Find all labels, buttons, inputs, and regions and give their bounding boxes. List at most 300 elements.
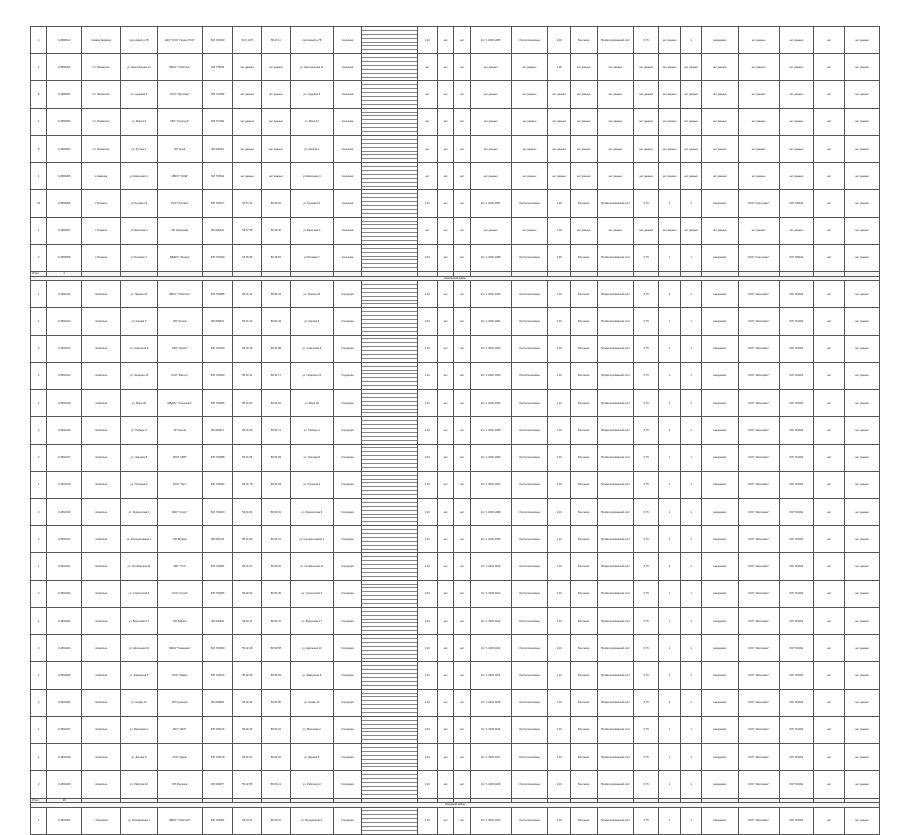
table-cell: 55.01 82 [233, 498, 262, 525]
table-cell: ул. Октябрьская 11 [120, 553, 157, 580]
table-cell: нет [814, 281, 845, 308]
table-cell: 86.49 01 [262, 190, 291, 217]
table-row [31, 444, 880, 471]
table-cell: 1 [681, 635, 701, 662]
table-row [31, 81, 880, 108]
table-cell: 0-4584614 [47, 27, 82, 54]
table-cell: нет данных [845, 771, 880, 798]
table-cell: нет данных [738, 163, 779, 190]
table-cell: нет [814, 135, 845, 162]
table-cell: нет [814, 771, 845, 798]
table-cell: Полиэтиленовые [511, 444, 548, 471]
table-cell: 1,10 [417, 553, 437, 580]
table-cell: 10 / 1 2020 1105 [470, 689, 511, 716]
table-cell: Сельская [333, 163, 362, 190]
table-row [31, 217, 880, 244]
table-cell: нет данных [597, 217, 634, 244]
table-cell: пер.Новый д.78 [290, 27, 333, 54]
table-cell: нет данных [470, 54, 511, 81]
table-cell: 0-4591011 [47, 281, 82, 308]
table-cell: Бетонное [570, 635, 597, 662]
table-cell: Полиэтиленовые [511, 27, 548, 54]
table-cell: 1 [658, 308, 681, 335]
table-row [31, 580, 880, 607]
table-cell: г.Никольск [82, 744, 121, 771]
table-cell: 1 [658, 281, 681, 308]
table-cell: ЮЛ 703330 [202, 244, 233, 271]
detail-subcell-stack [362, 281, 417, 308]
table-cell: г.Никольск [82, 553, 121, 580]
table-cell: ул. Весенняя 2 [120, 716, 157, 743]
summary-cell: Итого [31, 798, 47, 803]
table-cell: 1,10 [548, 471, 571, 498]
table-cell: 10 / 1 2020 1085 [470, 27, 511, 54]
table-cell: нет данных [570, 217, 597, 244]
table-cell: 0-4584007 [47, 217, 82, 244]
table-cell: нет данных [570, 108, 597, 135]
table-cell: МБОУ "СОШ №1" [157, 54, 202, 81]
table-cell: 1,10 [417, 716, 437, 743]
table-cell: 0,75 [634, 526, 659, 553]
detail-subcell-stack [362, 81, 417, 108]
table-cell: нет данных [548, 81, 571, 108]
table-cell: ФЛ 600744 [202, 526, 233, 553]
table-cell: ул. Рабочая 12 [290, 771, 333, 798]
table-cell: нет данных [845, 81, 880, 108]
table-cell: 1 [658, 362, 681, 389]
table-cell: 1 [658, 244, 681, 271]
detail-subcell-stack [362, 526, 417, 553]
table-row [31, 771, 880, 798]
table-cell: 2 [31, 771, 47, 798]
table-cell: нет данных [845, 471, 880, 498]
table-cell: нет данных [681, 135, 701, 162]
detail-subcell-stack [362, 471, 417, 498]
table-cell: 1,10 [417, 662, 437, 689]
table-cell: 1,10 [417, 444, 437, 471]
table-cell: 55.01 97 [233, 553, 262, 580]
table-cell: ФЛ 600902 [202, 689, 233, 716]
table-cell: 0-4591022 [47, 580, 82, 607]
table-cell: нет данных [845, 580, 880, 607]
table-row [31, 190, 880, 217]
table-cell: нет [417, 217, 437, 244]
table-cell: 4 [31, 244, 47, 271]
table-cell: нет [438, 217, 454, 244]
table-cell: Профилированный лист [597, 771, 634, 798]
table-cell: 10 / 1 2020 1107 [470, 744, 511, 771]
table-cell: 1 [658, 807, 681, 834]
table-cell: ул. Победы 4 [120, 417, 157, 444]
detail-subcell-stack [362, 635, 417, 662]
table-cell: 86.53 12 [262, 526, 291, 553]
table-cell: 0,75 [634, 417, 659, 444]
table-cell: 86.53 80 [262, 689, 291, 716]
table-cell: нет данных [470, 135, 511, 162]
table-cell: нет данных [845, 335, 880, 362]
table-cell: 10 / 1 2020 1087 [470, 190, 511, 217]
table-cell: 10 [31, 190, 47, 217]
table-cell: 86.48 87 [262, 244, 291, 271]
table-cell: 1,10 [417, 281, 437, 308]
table-cell: 0-4584003 [47, 108, 82, 135]
table-cell: 0-4584008 [47, 244, 82, 271]
table-cell: 0-4591019 [47, 498, 82, 525]
table-cell: нет [814, 444, 845, 471]
table-cell: ЮЛ 702888 [202, 281, 233, 308]
table-cell: Профилированный лист [597, 27, 634, 54]
table-cell: 1 [681, 335, 701, 362]
table-cell: МБДОУ "Ягодка" [157, 244, 202, 271]
table-cell: нет данных [738, 217, 779, 244]
detail-subcell-stack [362, 607, 417, 634]
table-cell: 4 [31, 27, 47, 54]
table-cell: ул. Заводская 5 [120, 662, 157, 689]
table-cell: 1 [658, 662, 681, 689]
table-cell: нет [814, 607, 845, 634]
table-cell: ООО "Завод" [157, 662, 202, 689]
table-cell: 1,30 [548, 27, 571, 54]
table-cell: 1,10 [548, 662, 571, 689]
table-cell: ООО "Экосервис" [738, 417, 779, 444]
table-cell: 1,10 [417, 308, 437, 335]
table-cell: ул. Строителей 3 [290, 580, 333, 607]
table-cell: ежедневно [701, 580, 738, 607]
table-cell: 1 [658, 390, 681, 417]
summary-cell: 29 [47, 798, 82, 803]
table-cell: Полиэтиленовые [511, 526, 548, 553]
table-cell: ежедневно [701, 362, 738, 389]
table-cell: нет [814, 498, 845, 525]
table-cell: ЮЛ 710001 [779, 771, 814, 798]
table-cell: ул. Дачная 8 [120, 744, 157, 771]
table-cell: 1 [31, 807, 47, 834]
detail-subcell-stack [362, 217, 417, 244]
table-cell: Профилированный лист [597, 308, 634, 335]
table-cell: 86.52 17 [262, 362, 291, 389]
table-cell: ООО "Дача" [157, 744, 202, 771]
table-cell: нет [438, 526, 454, 553]
table-cell: Городская [333, 471, 362, 498]
table-cell: 1,30 [548, 244, 571, 271]
table-cell: нет [814, 54, 845, 81]
table-cell: ООО "Экосервис" [738, 362, 779, 389]
table-cell: нет [454, 444, 470, 471]
table-cell: Городская [333, 689, 362, 716]
table-cell: нет [814, 417, 845, 444]
table-cell: нет данных [570, 81, 597, 108]
table-cell: нет данных [845, 744, 880, 771]
table-cell: 1,10 [417, 190, 437, 217]
table-cell: г.Никольск [82, 580, 121, 607]
table-cell: 0-4591018 [47, 471, 82, 498]
table-cell: 0,75 [634, 607, 659, 634]
table-cell: ИП Волков [157, 526, 202, 553]
table-cell: нет [814, 689, 845, 716]
table-cell: ФЛ 600811 [202, 607, 233, 634]
table-cell: 55.02 18 [233, 635, 262, 662]
table-cell: МКУ "Архив" [157, 335, 202, 362]
table-cell: нет [454, 163, 470, 190]
table-cell: Городская [333, 635, 362, 662]
detail-subcell-stack [362, 244, 417, 271]
table-cell: МБОУ "СОШ №2" [157, 281, 202, 308]
table-cell: ИП Кузнецов [157, 689, 202, 716]
table-cell: Полиэтиленовые [511, 498, 548, 525]
table-cell: ЮЛ 710001 [779, 526, 814, 553]
table-cell: нет [438, 390, 454, 417]
table-cell: 1,10 [548, 580, 571, 607]
table-cell: Городская [333, 744, 362, 771]
table-cell: нет [438, 135, 454, 162]
table-cell: Городская [333, 362, 362, 389]
table-cell: 10 / 1 2020 1103 [470, 635, 511, 662]
table-cell: 86.52 03 [262, 281, 291, 308]
table-cell: нет данных [233, 135, 262, 162]
table-cell: 1 [31, 662, 47, 689]
table-cell: Профилированный лист [597, 689, 634, 716]
table-cell: нет данных [511, 135, 548, 162]
table-cell: 0,75 [634, 807, 659, 834]
table-cell: МКУ "УГХ" [157, 553, 202, 580]
table-cell: ИП Смирнова [157, 217, 202, 244]
table-row [31, 108, 880, 135]
table-cell: 1 [681, 281, 701, 308]
table-cell: нет [814, 526, 845, 553]
table-cell: ИП Орлов [157, 417, 202, 444]
table-cell: ежедневно [701, 281, 738, 308]
detail-subcell-stack [362, 580, 417, 607]
table-cell: нет [454, 335, 470, 362]
table-cell: ул.Луговая 14 [120, 190, 157, 217]
table-cell: 86.53 69 [262, 662, 291, 689]
table-cell: Профилированный лист [597, 716, 634, 743]
table-cell: пер.Новый д.78 [120, 27, 157, 54]
detail-subcell-stack [362, 135, 417, 162]
table-cell: Профилированный лист [597, 471, 634, 498]
table-cell: 0-4591024 [47, 635, 82, 662]
table-cell: 0,75 [634, 190, 659, 217]
table-cell: 1,10 [417, 526, 437, 553]
table-cell: 10 / 1 2020 1093 [470, 362, 511, 389]
table-cell: 0,75 [634, 771, 659, 798]
table-row [31, 807, 880, 834]
table-cell: 55.01 90 [233, 526, 262, 553]
table-cell: нет данных [845, 217, 880, 244]
table-cell: 86.53 91 [262, 716, 291, 743]
table-cell: нет [814, 190, 845, 217]
table-cell: ул. Кооперативная 1 [290, 526, 333, 553]
table-cell: нет данных [570, 54, 597, 81]
table-cell: 0,75 [634, 27, 659, 54]
table-cell: ИП Петров [157, 308, 202, 335]
table-cell: 0-4584001 [47, 54, 82, 81]
table-cell: нет данных [845, 716, 880, 743]
table-cell: ежедневно [701, 526, 738, 553]
table-cell: 10 / 1 2020 1096 [470, 444, 511, 471]
table-cell: нет данных [845, 244, 880, 271]
table-cell: нет [438, 444, 454, 471]
table-cell: нет данных [845, 135, 880, 162]
detail-subcell-stack [362, 190, 417, 217]
table-cell: ул. Садовая 3 [290, 81, 333, 108]
table-cell: 1,10 [417, 244, 437, 271]
table-cell: 1 [681, 553, 701, 580]
table-cell: нет [438, 308, 454, 335]
table-cell: 1 [31, 163, 47, 190]
table-cell: Бетонное [570, 308, 597, 335]
table-cell: нет данных [634, 163, 659, 190]
table-cell: 10 / 1 2020 1099 [470, 526, 511, 553]
table-row [31, 390, 880, 417]
table-cell: Бетонное [570, 580, 597, 607]
table-cell: ул. Береговая 17 [290, 607, 333, 634]
table-cell: 55.02 33 [233, 689, 262, 716]
table-cell: ежедневно [701, 607, 738, 634]
table-cell: 86.53 26 [262, 553, 291, 580]
table-cell: ЮЛ 711091 [202, 108, 233, 135]
table-cell: 1,22 [417, 27, 437, 54]
table-cell: ЮЛ 710001 [779, 417, 814, 444]
table-cell: Бетонное [570, 335, 597, 362]
table-cell: ул. Советская 9 [290, 335, 333, 362]
table-cell: 0,75 [634, 362, 659, 389]
table-cell: ул. Пушкина 2 [120, 471, 157, 498]
table-cell: ул.Луговая 14 [290, 190, 333, 217]
table-cell: 0-4591023 [47, 607, 82, 634]
table-cell: 0,75 [634, 662, 659, 689]
table-cell: пгт Ленинское [82, 54, 121, 81]
table-cell: 86.52 84 [262, 444, 291, 471]
table-cell: нет данных [738, 135, 779, 162]
table-cell: ЮЛ 703139 [202, 744, 233, 771]
table-cell: нет [454, 553, 470, 580]
table-cell: ЮЛ 710001 [779, 498, 814, 525]
table-cell: ЮЛ 710001 [779, 580, 814, 607]
detail-subline [362, 831, 416, 834]
table-cell: нет [454, 607, 470, 634]
table-cell: нет [438, 417, 454, 444]
table-row [31, 281, 880, 308]
table-cell: нет данных [262, 163, 291, 190]
table-row [31, 335, 880, 362]
table-cell: с.Ягодное [82, 244, 121, 271]
table-cell: Полиэтиленовые [511, 244, 548, 271]
table-cell: МКУ "Культура" [157, 108, 202, 135]
table-cell: Городская [333, 308, 362, 335]
table-cell: ИП Морозов [157, 771, 202, 798]
table-cell: ЮЛ 710001 [779, 281, 814, 308]
table-cell: Профилированный лист [597, 744, 634, 771]
table-cell: 0-4591014 [47, 362, 82, 389]
table-cell: г.Никольск [82, 444, 121, 471]
table-cell: 1 [681, 662, 701, 689]
table-cell: г.Новая Деревня [82, 27, 121, 54]
table-cell: Бетонное [570, 744, 597, 771]
table-cell: ул. Победы 4 [290, 417, 333, 444]
table-row [31, 244, 880, 271]
table-cell: нет данных [779, 163, 814, 190]
table-cell: нет [454, 390, 470, 417]
table-cell: Профилированный лист [597, 390, 634, 417]
table-cell: ежедневно [701, 390, 738, 417]
table-cell: 1 [681, 190, 701, 217]
table-cell: Профилированный лист [597, 807, 634, 834]
table-cell: Профилированный лист [597, 281, 634, 308]
table-cell: ООО "Экосервис" [738, 444, 779, 471]
table-cell: 86.53 35 [262, 580, 291, 607]
table-cell: нет данных [701, 54, 738, 81]
table-cell: 55.01 52 [233, 390, 262, 417]
detail-subcell-stack [362, 807, 417, 834]
table-cell: г.Никольск [82, 607, 121, 634]
detail-subcell-stack [362, 362, 417, 389]
table-cell: нет данных [681, 54, 701, 81]
table-cell: 0-4591028 [47, 744, 82, 771]
table-cell: ЮЛ 702988 [202, 444, 233, 471]
table-cell: Профилированный лист [597, 444, 634, 471]
table-cell: Полиэтиленовые [511, 580, 548, 607]
table-cell: ул.Заречная 2 [120, 217, 157, 244]
table-cell: 1 [681, 244, 701, 271]
table-cell: нет [814, 662, 845, 689]
table-cell: нет данных [597, 163, 634, 190]
table-cell: нет данных [597, 108, 634, 135]
table-cell: нет [454, 526, 470, 553]
table-cell: Полиэтиленовые [511, 471, 548, 498]
table-cell: ежедневно [701, 244, 738, 271]
table-cell: нет данных [845, 163, 880, 190]
table-cell: Полиэтиленовые [511, 662, 548, 689]
table-cell: МБДОУ "Солнышко" [157, 390, 202, 417]
table-cell: ул.Полевая 7 [120, 244, 157, 271]
table-cell: 0-4602001 [47, 807, 82, 834]
table-cell: ежедневно [701, 498, 738, 525]
table-cell: ул. Дачная 8 [290, 744, 333, 771]
table-cell: нет данных [701, 217, 738, 244]
table-cell: Профилированный лист [597, 526, 634, 553]
table-cell: ООО "Экосервис" [738, 580, 779, 607]
table-cell: 86.60 01 [262, 807, 291, 834]
table-cell: 1,10 [548, 553, 571, 580]
table-cell: г.Никольск [82, 471, 121, 498]
table-cell: ООО "Экосервис" [738, 689, 779, 716]
table-cell: нет данных [548, 163, 571, 190]
table-cell: Полиэтиленовые [511, 771, 548, 798]
table-cell: Бетонное [570, 244, 597, 271]
table-cell: 1,10 [548, 498, 571, 525]
table-cell: ул. Гагарина 15 [290, 362, 333, 389]
table-cell: 0,75 [634, 308, 659, 335]
table-cell: ФЛ 600113 [202, 135, 233, 162]
table-cell: 1 [31, 744, 47, 771]
table-cell: 1 [658, 689, 681, 716]
table-cell: 1 [681, 417, 701, 444]
table-cell: с.Ягодное [82, 190, 121, 217]
table-cell: нет [417, 108, 437, 135]
table-cell: Сельская [333, 190, 362, 217]
table-cell: нет данных [779, 135, 814, 162]
table-cell: г.Никольск [82, 716, 121, 743]
table-cell: 1 [681, 607, 701, 634]
table-cell: 55.01 20 [233, 308, 262, 335]
table-cell: нет [438, 771, 454, 798]
table-cell: Бетонное [570, 662, 597, 689]
table-cell: 86.53 58 [262, 635, 291, 662]
table-cell: ул. Молодёжная 1 [120, 807, 157, 834]
table-cell: Городская [333, 417, 362, 444]
table-cell: ул. Центральная 11 [290, 54, 333, 81]
